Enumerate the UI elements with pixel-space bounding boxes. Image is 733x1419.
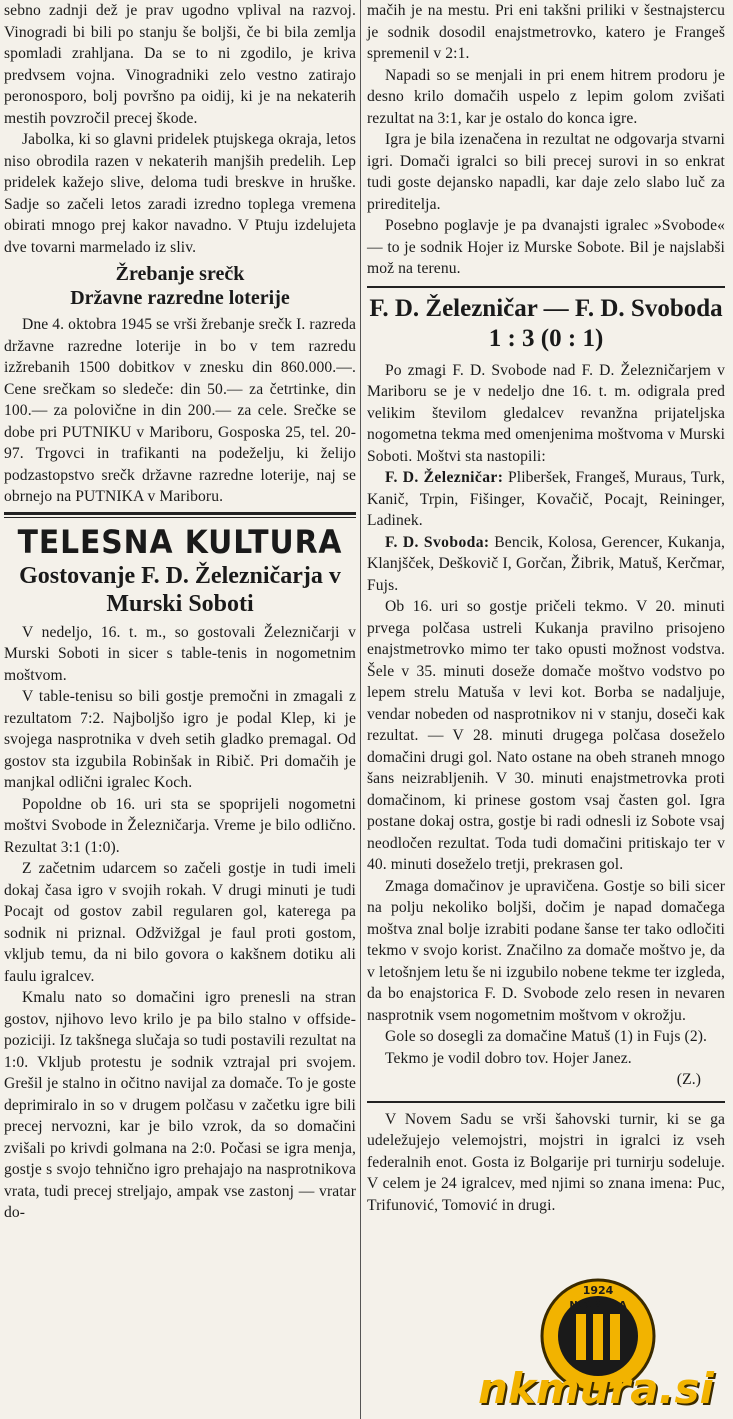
chess-paragraph: V Novem Sadu se vrši šahovski turnir, ki se ga udeležujejo velemojstri, mojstri in igralci iz vseh federalnih enot. Gosta iz Bolgarije pri turnirju sodeluje. V celem je 24 igralcev, med njimi so znana imena: Puc, Trifunović, Tomović in drugi. <box>367 1110 725 1214</box>
article-signature: (Z.) <box>676 1071 701 1088</box>
match-paragraph-3: Gole so dosegli za domačine Matuš (1) in Fujs (2). <box>385 1028 708 1045</box>
lottery-title: Žrebanje srečk <box>115 263 245 285</box>
intro-paragraph-2: Jabolka, ki so glavni pridelek ptujskega okraja, letos niso obrodila razen v nekaterih manjših predelih. Lep pridelek kažejo slive, deloma tudi breskve in hruške. Sadje so začeli letos zaradi izredno toplega vremena obirati mnogo prej kakor navadno. V Ptuju izdelujeta dve tovarni marmelado iz sliv. <box>4 131 356 256</box>
team1-lineup <box>367 467 725 532</box>
article-paragraph-4: Z začetnim udarcem so začeli gostje in tudi imeli dokaj časa igro v svojih rokah. V drugi minuti je tudi Pocajt od gostov zabil regularen gol, katerega pa sodnik ni priznal. Odžvižgal je faul proti gostom, vkljub temu, da ni bilo govora o kakšnem dotiku ali faulu igralcev. <box>4 860 356 985</box>
continued-paragraph-3: Igra je bila izenačena in rezultat ne odgovarja stvarni igri. Domači igralci so bili precej surovi in so enkrat tudi goste dejansko napadli, kar daje zelo slabo luč za prireditelja. <box>367 131 725 213</box>
watermark-site: nkmura.si <box>478 1364 714 1413</box>
article-paragraph-3: Popoldne ob 16. uri sta se spoprijeli nogometni moštvi Svobode in Železničarja. Vreme je bilo odlično. Rezultat 3:1 (1:0). <box>4 795 356 856</box>
intro-paragraph-1: sebno zadnji dež je prav ugodno vplival na razvoj. Vinogradi bi bili po stanju še boljši, če bi bila zemlja spomladi zrahljana. Da se to ni zgodilo, je kriva predvsem vojna. Vinogradniki zelo vestno zatirajo peronosporo, bolj površno pa oidij, ki je na nekaterih mestih povzročil precej škode. <box>4 2 356 127</box>
right-column <box>367 0 725 1216</box>
left-column <box>4 0 356 1224</box>
chess-divider <box>367 1101 725 1103</box>
article-paragraph-5: Kmalu nato so domačini igro prenesli na stran gostov, njihovo levo krilo je pa bilo stalno v offside-poziciji. Iz takšnega slučaja so tudi postavili rezultat na 1:0. Vkljub protestu je sodnik vztrajal pri svojem. Grešil je stalno in očitno navijal za domače. To je goste deprimiralo in so v drugem polčasu v začetku igre bili precej nervozni, kar je bilo vzrok, da so domačini zvišali po krivdi golmana na 2:0. Počasi se igra menja, gostje s svojo tehnično igro prehajajo na nasprotnikova vrata, tudi precej streljajo, ampak vse zastonj — vratar do- <box>4 989 356 1221</box>
section-rule-top-thin <box>4 517 356 518</box>
match-title: F. D. Železničar — F. D. Svoboda 1 : 3 (0 : 1) <box>369 294 723 352</box>
lottery-subtitle: Državne razredne loterije <box>70 287 290 309</box>
section-rule-top <box>4 512 356 515</box>
section-title: TELESNA KULTURA <box>17 522 343 561</box>
team2-name: F. D. Svoboda: <box>385 533 490 551</box>
article-paragraph-2: V table-tenisu so bili gostje premočni in zmagali z rezultatom 7:2. Najboljšo igro je podal Klep, ki je svojega nasprotnika v dveh setih gladko premagal. Od gostov sta izgubila Robinšak in Ribič. Pri domačih je manjkal odlični igralec Koch. <box>4 688 356 791</box>
match-paragraph-2: Zmaga domačinov je upravičena. Gostje so bili sicer na polju nekoliko boljši, dočim je napad domačega moštva znal bolje izrabiti podane šanse ter tako odločiti tekmo v svojo korist. Značilno za domače moštvo je, da v letošnjem letu še ni izgubilo nobene tekme ter izgleda, da bo enajstorica F. D. Svobode zelo resen in nevaren nasprotnik vsem nogometnim moštvom v okrožju. <box>367 877 725 1024</box>
column-divider <box>360 0 361 1419</box>
article-divider <box>367 286 725 288</box>
nkmura-watermark <box>478 1276 728 1416</box>
article-title: Gostovanje F. D. Železničarja v Murski Soboti <box>19 562 341 617</box>
match-paragraph-4: Tekmo je vodil dobro tov. Hojer Janez. <box>385 1049 632 1067</box>
match-intro: Po zmagi F. D. Svobode nad F. D. Železničarjem v Mariboru se je v nedeljo dne 16. t. m. odigrala pred velikim številom gledalcev revanžna prijateljska nogometna tekma med omenjenima moštvoma v Murski Soboti. Moštvi sta nastopili: <box>367 361 725 465</box>
team1-players: Pliberšek, Frangeš, Muraus, Turk, Kanič, Trpin, Fišinger, Kovačič, Pocajt, Reininger, Ladinek. <box>367 469 725 529</box>
team2-lineup <box>367 532 725 597</box>
continued-paragraph-1: mačih je na mestu. Pri eni takšni priliki v šestnajstercu je sodnik dosodil enajstmetrovko, katero je Frangeš spremenil v 2:1. <box>367 2 725 62</box>
continued-paragraph-2: Napadi so se menjali in pri enem hitrem prodoru je desno krilo domačih uspelo z lepim golom zvišati rezultat na 3:1, kar je ostalo do konca igre. <box>367 66 725 127</box>
match-paragraph-1: Ob 16. uri so gostje pričeli tekmo. V 20. minuti prvega polčasa ustreli Kukanja pravilno prisojeno enajstmetrovko mimo ter tako opusti možnost vodstva. Šele v 35. minuti doseže domače moštvo vodstvo po lepem strelu Matuša v levi kot. Borba se nadaljuje, vendar nobeden od nasprotnikov ni v stanju, doseči kak rezultat. — V 28. minuti drugega polčasa doseželo domačini drugi gol. Nato ostane na obeh straneh mnogo šans neizrabljenih. V 30. minuti enajstmetrovka proti domačinom, ki prinese gostom vsaj časten gol. Igra postane dokaj ostra, gostje bi radi odnesli iz Sobote vsaj neodločen rezultat. Toda tudi domačini pritiskajo ter v 40. minuti doseželo tretji, prekrasen gol. <box>367 598 725 873</box>
article-paragraph-1: V nedeljo, 16. t. m., so gostovali Železničarji v Murski Soboti in sicer s table-tenis in nogometnim moštvom. <box>4 623 356 684</box>
lottery-text: Dne 4. oktobra 1945 se vrši žrebanje srečk I. razreda državne razredne loterije in bo v tem razredu izžrebanih 1500 dobitkov v znesku din 860.000.—. Cene srečkam so sledeče: din 50.— za četrtinke, din 100.— za polovične in din 200.— za cele. Srečke se dobe pri PUTNIKU v Mariboru, Gosposka 25, tel. 20-97. Trgovci in trafikanti na podeželju, ki želijo podzastopstvo srečk državne razredne loterije, naj se obrnejo na PUTNIKA v Mariboru. <box>4 316 356 505</box>
team2-players: Bencik, Kolosa, Gerencer, Kukanja, Klanjšček, Deškovič I, Gorčan, Žibrik, Matuš, Kerčmar, Fujs. <box>367 533 725 594</box>
continued-paragraph-4: Posebno poglavje je pa dvanajsti igralec »Svobode« — to je sodnik Hojer iz Murske Sobote. Bil je najslabši mož na terenu. <box>367 217 725 277</box>
logo-year: 1924 <box>582 1284 614 1297</box>
logo-text: N.K.MURA <box>569 1300 627 1311</box>
team1-name: F. D. Železničar: <box>385 469 504 486</box>
